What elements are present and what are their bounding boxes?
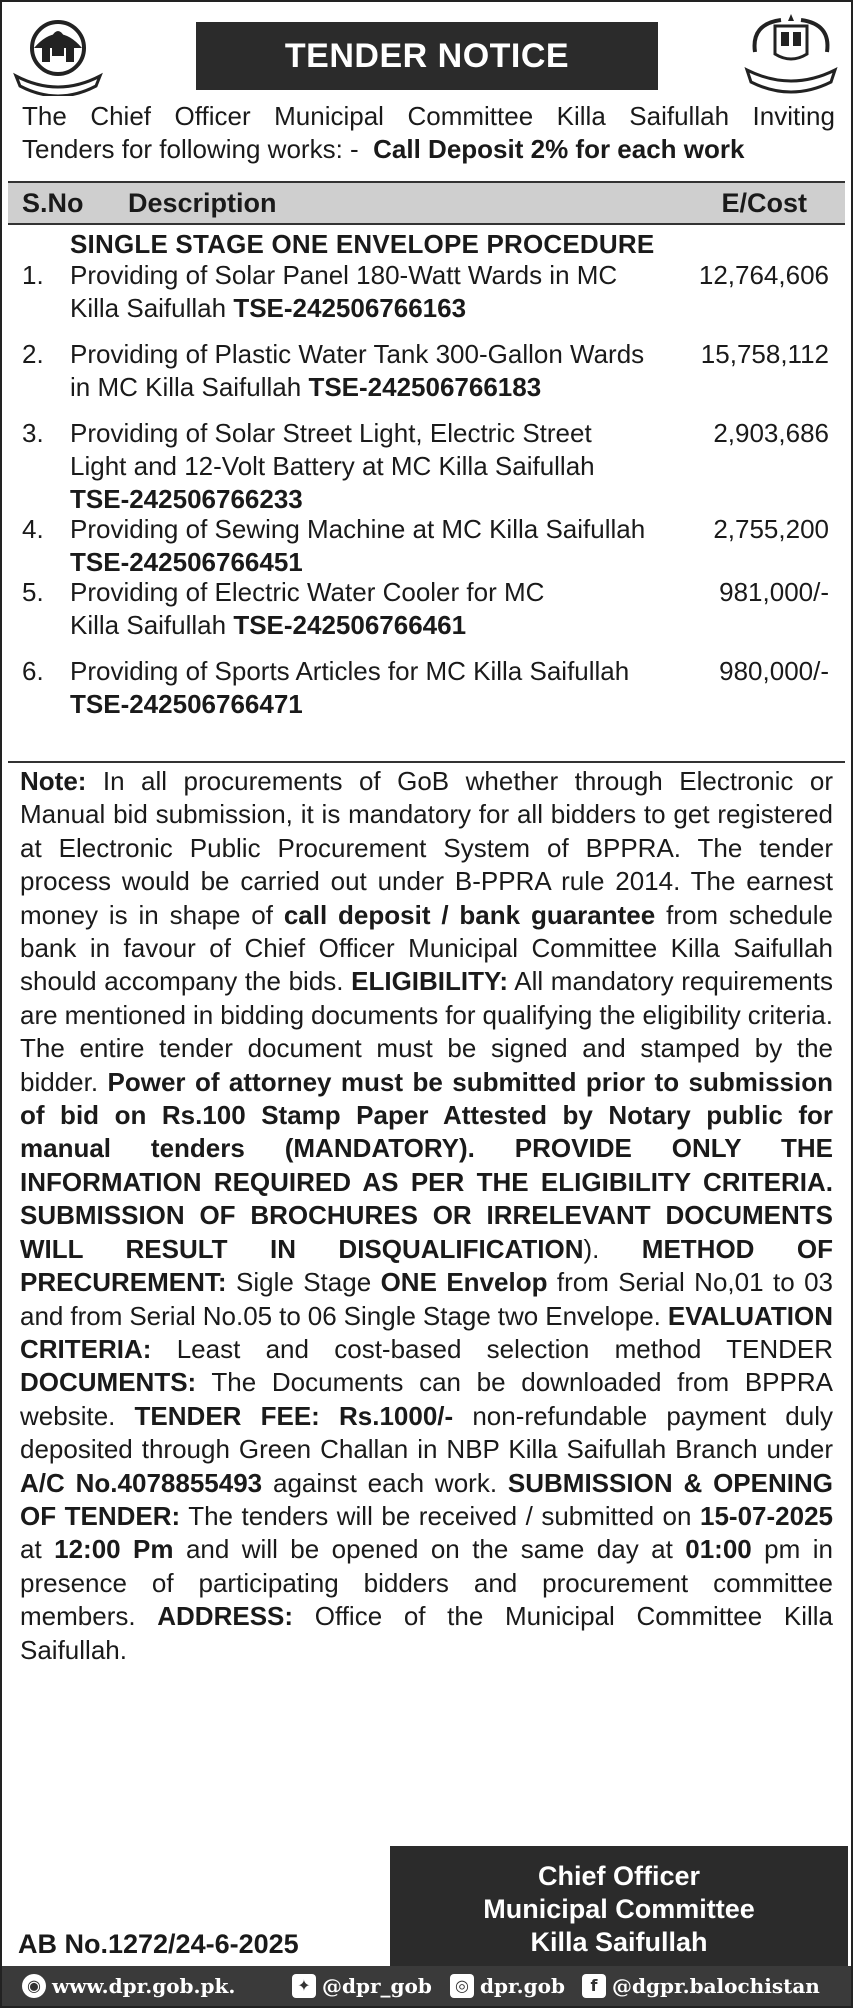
intro-word: Chief	[90, 101, 152, 131]
opening-time: 01:00	[685, 1534, 752, 1565]
note-bold: ONE Envelop	[380, 1267, 548, 1298]
note-text: All mandatory requirements are mentioned in bidding documents for qualifying the eligibility criteria. The entire tender document must be signed and stamped by the bidder.	[20, 966, 833, 1097]
website-link[interactable]: www.dpr.gob.pk.	[52, 1974, 236, 1998]
tender-notice-title: TENDER NOTICE	[196, 22, 658, 90]
instagram-icon: ◎	[450, 1974, 474, 1998]
work-description	[70, 513, 670, 579]
work-description-line	[70, 609, 670, 642]
intro-word: Officer	[174, 101, 251, 131]
work-number: 1.	[22, 260, 44, 290]
work-description-line: Providing of Solar Street Light, Electric Street	[70, 418, 592, 448]
note-text: against each work.	[262, 1467, 508, 1498]
footer-bar	[2, 1966, 851, 2006]
evaluation-label: EVALUATION CRITERIA:	[20, 1300, 833, 1364]
instagram-handle[interactable]: dpr.gob	[480, 1974, 565, 1998]
note-text: non-refundable payment duly deposited through Green Challan in NBP Killa Saifullah Branch under	[20, 1400, 833, 1465]
work-cost: 2,903,686	[713, 418, 829, 448]
note-text: from schedule bank in favour of Chief Officer Municipal Committee Killa Saifullah should accompany the bids.	[20, 899, 833, 997]
work-cost: 981,000/-	[719, 577, 829, 607]
method-label: METHOD OF PRECUREMENT:	[20, 1233, 833, 1298]
intro-word: Killa	[556, 101, 606, 131]
work-description-line: Providing of Plastic Water Tank 300-Gallon Wards	[70, 339, 645, 369]
note-text: from Serial No,01 to 03 and from Serial No.05 to 06 Single Stage two Envelope.	[20, 1267, 833, 1331]
work-description-line	[70, 450, 670, 483]
col-cost: E/Cost	[721, 188, 807, 218]
facebook-icon: f	[582, 1974, 606, 1998]
government-seal-icon	[741, 12, 841, 94]
work-description-text: Light and 12-Volt Battery at MC Killa Saifullah	[70, 451, 595, 481]
work-description-line	[70, 688, 670, 721]
intro-text	[22, 100, 835, 166]
intro-word: Inviting	[752, 101, 835, 131]
globe-icon: ◉	[22, 1974, 46, 1998]
footer-instagram[interactable]	[450, 1966, 565, 2006]
work-description	[70, 338, 670, 404]
note-bold: Power of attorney must be submitted prior to submission of bid on Rs.100 Stamp Paper Attested by Notary public for manual tenders (MANDATORY). PROVIDE ONLY THE INFORMATION REQUIRED AS PER THE ELIGIBILITY CRITERIA. SUBMISSION OF BROCHURES OR IRRELEVANT DOCUMENTS WILL RESULT IN DISQUALIFICATION	[20, 1066, 833, 1264]
note-text: Sigle Stage	[226, 1267, 381, 1298]
twitter-icon: ✦	[292, 1974, 316, 1998]
call-deposit-text: Call Deposit 2% for each work	[373, 134, 745, 164]
tender-id: TSE-242506766183	[308, 372, 542, 402]
work-number: 2.	[22, 339, 44, 369]
work-description	[70, 655, 670, 721]
signature-block	[390, 1846, 848, 1966]
municipal-emblem-icon	[12, 14, 104, 96]
section-divider	[8, 761, 845, 763]
footer-website[interactable]	[22, 1966, 235, 2006]
work-number: 3.	[22, 418, 44, 448]
work-description-line	[70, 546, 670, 579]
procedure-heading: SINGLE STAGE ONE ENVELOPE PROCEDURE	[70, 229, 655, 259]
work-description-line: Providing of Solar Panel 180-Watt Wards in MC	[70, 260, 618, 290]
signature-line-1: Chief Officer	[537, 1861, 701, 1891]
note-label: Note:	[20, 766, 87, 796]
account-number: A/C No.4078855493	[20, 1467, 263, 1498]
intro-line-1	[22, 100, 835, 133]
work-description-line: Providing of Electric Water Cooler for MC	[70, 577, 545, 607]
note-text: The tenders will be received / submitted on	[180, 1500, 700, 1531]
work-cost: 12,764,606	[698, 260, 829, 290]
tender-id: TSE-242506766233	[70, 484, 303, 514]
note-text: In all procurements of GoB whether through Electronic or Manual bid submission, it is mandatory for all bidders to get registered at Electronic Public Procurement System of BPPRA. The tender process would be carried out under B-PPRA rule 2014. The earnest money is in shape of	[20, 766, 833, 930]
note-text: pm in presence of participating bidders and procurement committee members.	[20, 1534, 833, 1632]
tender-id: TSE-242506766461	[233, 610, 467, 640]
note-text: and will be opened on the same day at	[173, 1534, 686, 1565]
address-label: ADDRESS:	[157, 1601, 294, 1632]
note-bold: call deposit / bank guarantee	[283, 899, 656, 930]
work-description-text: Killa Saifullah	[70, 610, 234, 640]
col-description: Description	[128, 188, 277, 218]
submission-date: 15-07-2025	[700, 1500, 833, 1531]
work-description-line	[70, 292, 670, 325]
intro-plain: Tenders for following works: -	[22, 134, 359, 164]
signature-line-2: Municipal Committee	[483, 1894, 755, 1924]
work-description-text: in MC Killa Saifullah	[70, 372, 309, 402]
work-number: 6.	[22, 656, 44, 686]
work-description-line: Providing of Sports Articles for MC Killa Saifullah	[70, 656, 630, 686]
work-number: 4.	[22, 514, 44, 544]
note-text: Office of the Municipal Committee Killa Saifullah.	[20, 1601, 833, 1665]
work-description-line: Providing of Sewing Machine at MC Killa Saifullah	[70, 514, 646, 544]
note-text: Least and cost-based selection method TENDER	[151, 1333, 833, 1364]
note-text: ).	[583, 1233, 642, 1264]
submission-time: 12:00 Pm	[54, 1534, 174, 1565]
work-number: 5.	[22, 577, 44, 607]
work-description-text: Killa Saifullah	[70, 293, 234, 323]
tender-id: TSE-242506766471	[70, 689, 303, 719]
facebook-handle[interactable]: @dgpr.balochistan	[612, 1974, 820, 1998]
signature-line-3: Killa Saifullah	[530, 1927, 708, 1957]
documents-label: DOCUMENTS:	[20, 1367, 197, 1398]
intro-word: Committee	[407, 101, 534, 131]
work-description-line	[70, 483, 670, 516]
table-header	[8, 181, 845, 225]
eligibility-label: ELIGIBILITY:	[351, 966, 509, 997]
work-description	[70, 576, 670, 642]
tender-id: TSE-242506766163	[233, 293, 467, 323]
tender-fee-label: TENDER FEE: Rs.1000/-	[134, 1400, 454, 1431]
tender-id: TSE-242506766451	[70, 547, 303, 577]
footer-facebook[interactable]	[582, 1966, 820, 2006]
work-cost: 980,000/-	[719, 656, 829, 686]
intro-word: Saifullah	[629, 101, 730, 131]
work-description-line	[70, 371, 670, 404]
work-description	[70, 417, 670, 516]
intro-word: The	[22, 101, 67, 131]
twitter-handle[interactable]: @dpr_gob	[322, 1974, 432, 1998]
note-text: The Documents can be downloaded from BPPRA website.	[20, 1367, 833, 1431]
work-cost: 15,758,112	[700, 339, 829, 369]
intro-line-2	[22, 133, 835, 166]
work-cost: 2,755,200	[713, 514, 829, 544]
note-text: at	[20, 1534, 55, 1565]
intro-word: Municipal	[274, 101, 384, 131]
work-description	[70, 259, 670, 325]
note-paragraph	[20, 765, 833, 1667]
footer-twitter[interactable]	[292, 1966, 432, 2006]
col-sno: S.No	[22, 188, 84, 218]
submission-label: SUBMISSION & OPENING OF TENDER:	[20, 1467, 833, 1531]
ab-number: AB No.1272/24-6-2025	[18, 1929, 299, 1959]
